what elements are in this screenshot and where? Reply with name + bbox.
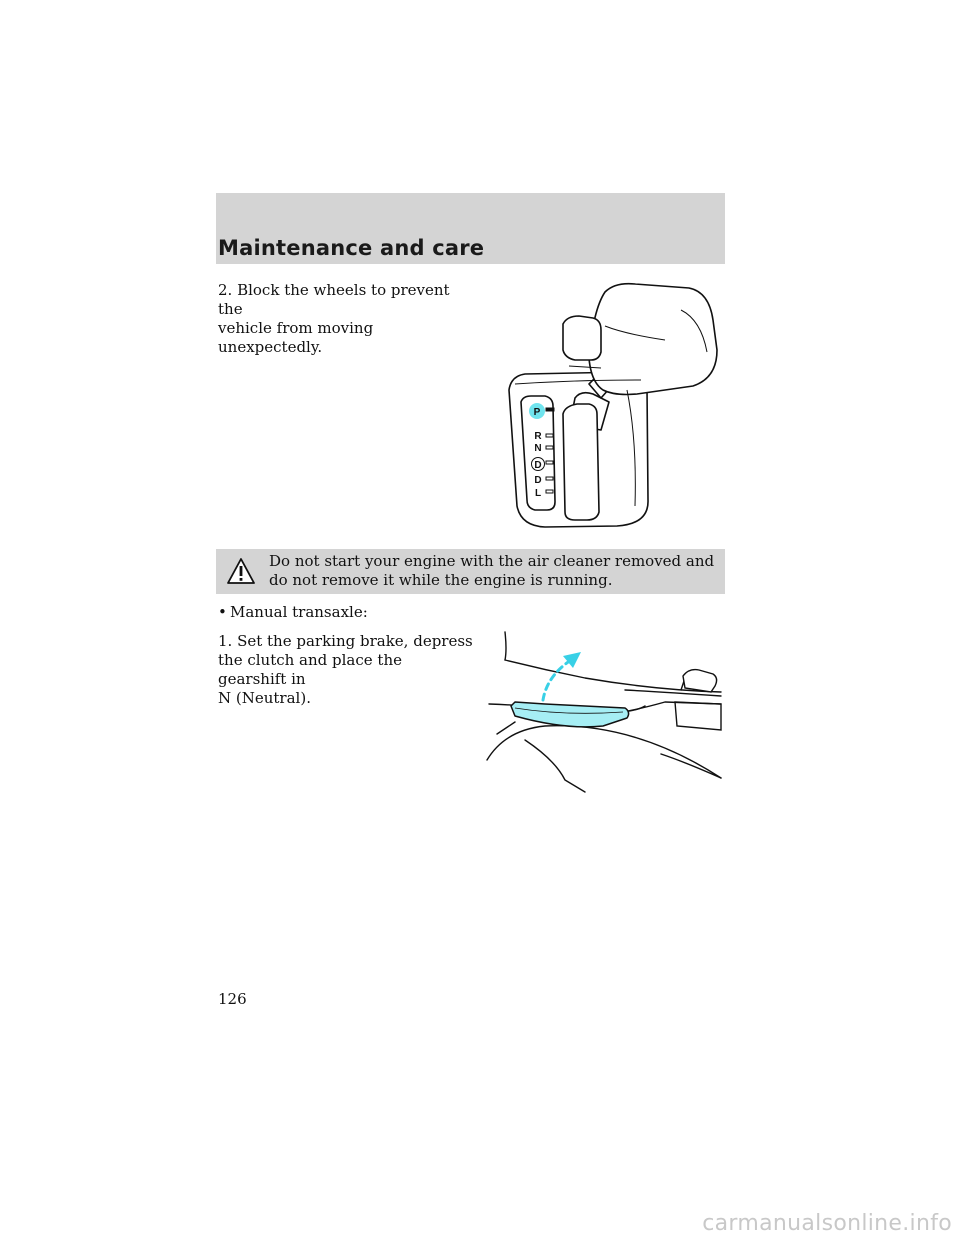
warning-triangle-icon [226, 557, 256, 585]
bullet-manual-transaxle [218, 603, 368, 622]
parking-brake-illustration [485, 630, 725, 795]
watermark: carmanualsonline.info [702, 1211, 952, 1236]
warning-text: Do not start your engine with the air cleaner removed and do not remove it while the engine is running. [269, 552, 715, 589]
bullet-text: Manual transaxle: [230, 603, 368, 621]
gear-d-label: D [534, 475, 542, 486]
step-block-wheels: 2. Block the wheels to prevent the vehicle from moving unexpectedly. [218, 281, 450, 356]
gear-overdrive-label: D [534, 460, 542, 471]
warning-box [216, 549, 725, 594]
gear-l-label: L [534, 488, 542, 499]
arrow-head-icon [563, 652, 581, 668]
bullet-symbol: • [218, 603, 227, 621]
gear-selector-illustration [505, 280, 725, 535]
gear-r-label: R [534, 431, 542, 442]
gear-p-label: P [533, 407, 541, 418]
page-number: 126 [218, 990, 247, 1008]
step-parking-brake: 1. Set the parking brake, depress the clutch and place the gearshift in N (Neutral). [218, 632, 473, 707]
section-title: Maintenance and care [218, 236, 485, 260]
lift-arrow [543, 660, 571, 700]
gear-n-label: N [534, 443, 542, 454]
